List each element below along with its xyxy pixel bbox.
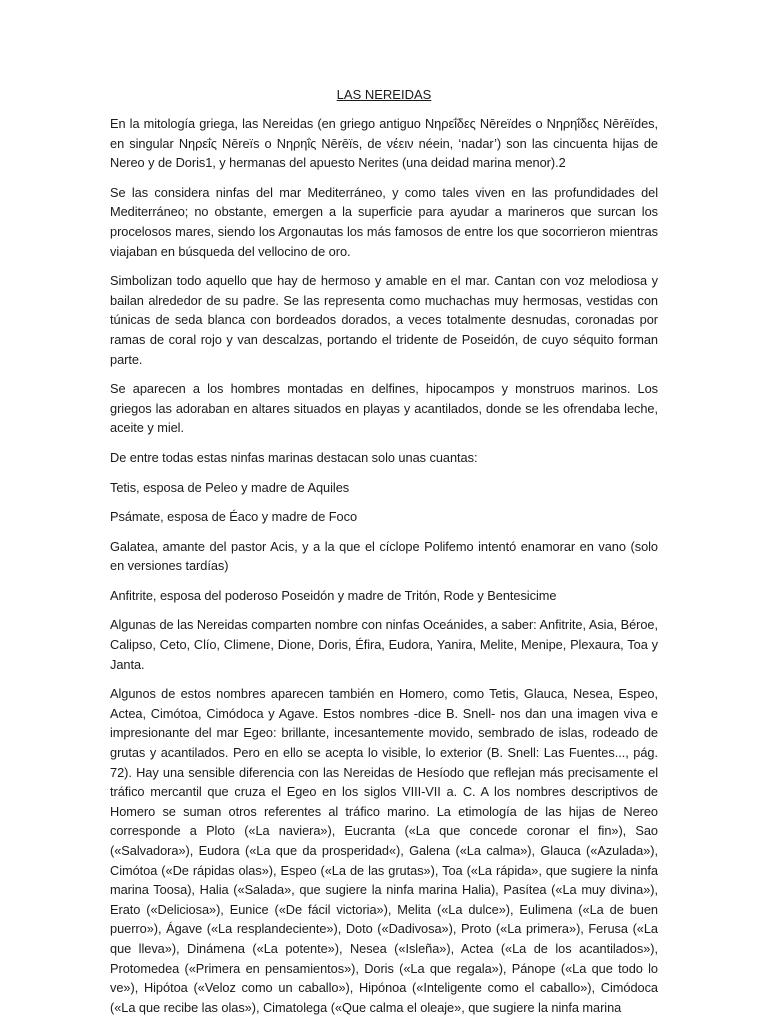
document-title: LAS NEREIDAS	[336, 87, 432, 102]
document-page	[110, 86, 658, 1027]
paragraph-worship: Se aparecen a los hombres montadas en delfines, hipocampos y monstruos marinos. Los griegos las adoraban en altares situados en playas y acantilados, donde se les ofrendaba leche, aceite y miel.	[110, 381, 658, 436]
paragraph-symbolism: Simbolizan todo aquello que hay de hermoso y amable en el mar. Cantan con voz melodiosa y bailan alrededor de su padre. Se las representa como muchachas muy hermosas, vestidas con túnicas de seda blanca con bordeados dorados, a veces totalmente desnudas, coronadas por ramas de coral rojo y van descalzas, portando el tridente de Poseidón, de cuyo séquito forman parte.	[110, 273, 658, 367]
list-item-anfitrite: Anfitrite, esposa del poderoso Poseidón y madre de Tritón, Rode y Bentesicime	[110, 587, 557, 603]
paragraph-oceanides: Algunas de las Nereidas comparten nombre con ninfas Oceánides, a saber: Anfitrite, Asia, Béroe, Calipso, Ceto, Clío, Climene, Dione, Doris, Éfira, Eudora, Yanira, Melite, Menipe, Plexaura, Toa y Janta.	[110, 617, 658, 672]
list-item-galatea: Galatea, amante del pastor Acis, y a la que el cíclope Polifemo intentó enamorar en vano (solo en versiones tardías)	[110, 538, 658, 574]
paragraph-mediterranean: Se las considera ninfas del mar Mediterráneo, y como tales viven en las profundidades del Mediterráneo; no obstante, emergen a la superficie para ayudar a marineros que surcan los procelosos mares, siendo los Argonautas los más famosos de entre los que socorrieron mientras viajaban en búsqueda del vellocino de oro.	[110, 184, 658, 259]
list-item-tetis: Tetis, esposa de Peleo y madre de Aquiles	[110, 479, 350, 495]
list-item-psamate: Psámate, esposa de Éaco y madre de Foco	[110, 509, 358, 525]
paragraph-intro: En la mitología griega, las Nereidas (en griego antiguo Νηρεΐδες Nēreïdes o Νηρηΐδες Nērēïdes, en singular Νηρεΐς Nēreïs o Νηρηΐς Nērēïs, de νέειν néein, ‘nadar’) son las cincuenta hijas de Nereo y de Doris1, y hermanas del apuesto Nerites (una deidad marina menor).2	[110, 116, 658, 171]
paragraph-homero: Algunos de estos nombres aparecen también en Homero, como Tetis, Glauca, Nesea, Espeo, Actea, Cimótoa, Cimódoca y Agave. Estos nombres -dice B. Snell- nos dan una imagen viva e impresionante del mar Egeo: brillante, incesantemente movido, sembrado de islas, rodeado de grutas y acantilados. Pero en ello se acepta lo visible, lo exterior (B. Snell: Las Fuentes..., pág. 72). Hay una sensible diferencia con las Nereidas de Hesíodo que reflejan más precisamente el tráfico mercantil que cruza el Egeo en los siglos VIII-VII a. C. A los nombres descriptivos de Homero se suman otros referentes al tráfico marino. La etimología de las hijas de Nereo corresponde a Ploto («La naviera»), Eucranta («La que concede coronar el fin»), Sao («Salvadora»), Eudora («La que da prosperidad«), Galena («La calma»), Glauca («Azulada»), Cimótoa («De rápidas olas»), Espeo («La de las grutas»), Toa («La rápida», que sugiere la ninfa marina Toosa), Halia («Salada», que sugiere la ninfa marina Halia), Pasítea («La muy divina»), Erato («Deliciosa»), Eunice («De fácil victoria»), Melita («La dulce»), Eulimena («La de buen puerro»), Ágave («La resplandeciente»), Doto («Dadivosa»), Proto («La primera»), Ferusa («La que lleva»), Dinámena («La potente»), Nesea («Isleña»), Actea («La de los acantilados»), Protomedea («Primera en pensamientos»), Doris («La que regala»), Pánope («La que todo lo ve»), Hipótoa («Veloz como un caballo»), Hipónoa («Inteligente como el caballo»), Cimódoca («La que recibe las olas»), Cimatolega («Que calma el oleaje», que sugiere la ninfa marina	[110, 686, 658, 1015]
paragraph-notable-intro: De entre todas estas ninfas marinas destacan solo unas cuantas:	[110, 449, 478, 465]
